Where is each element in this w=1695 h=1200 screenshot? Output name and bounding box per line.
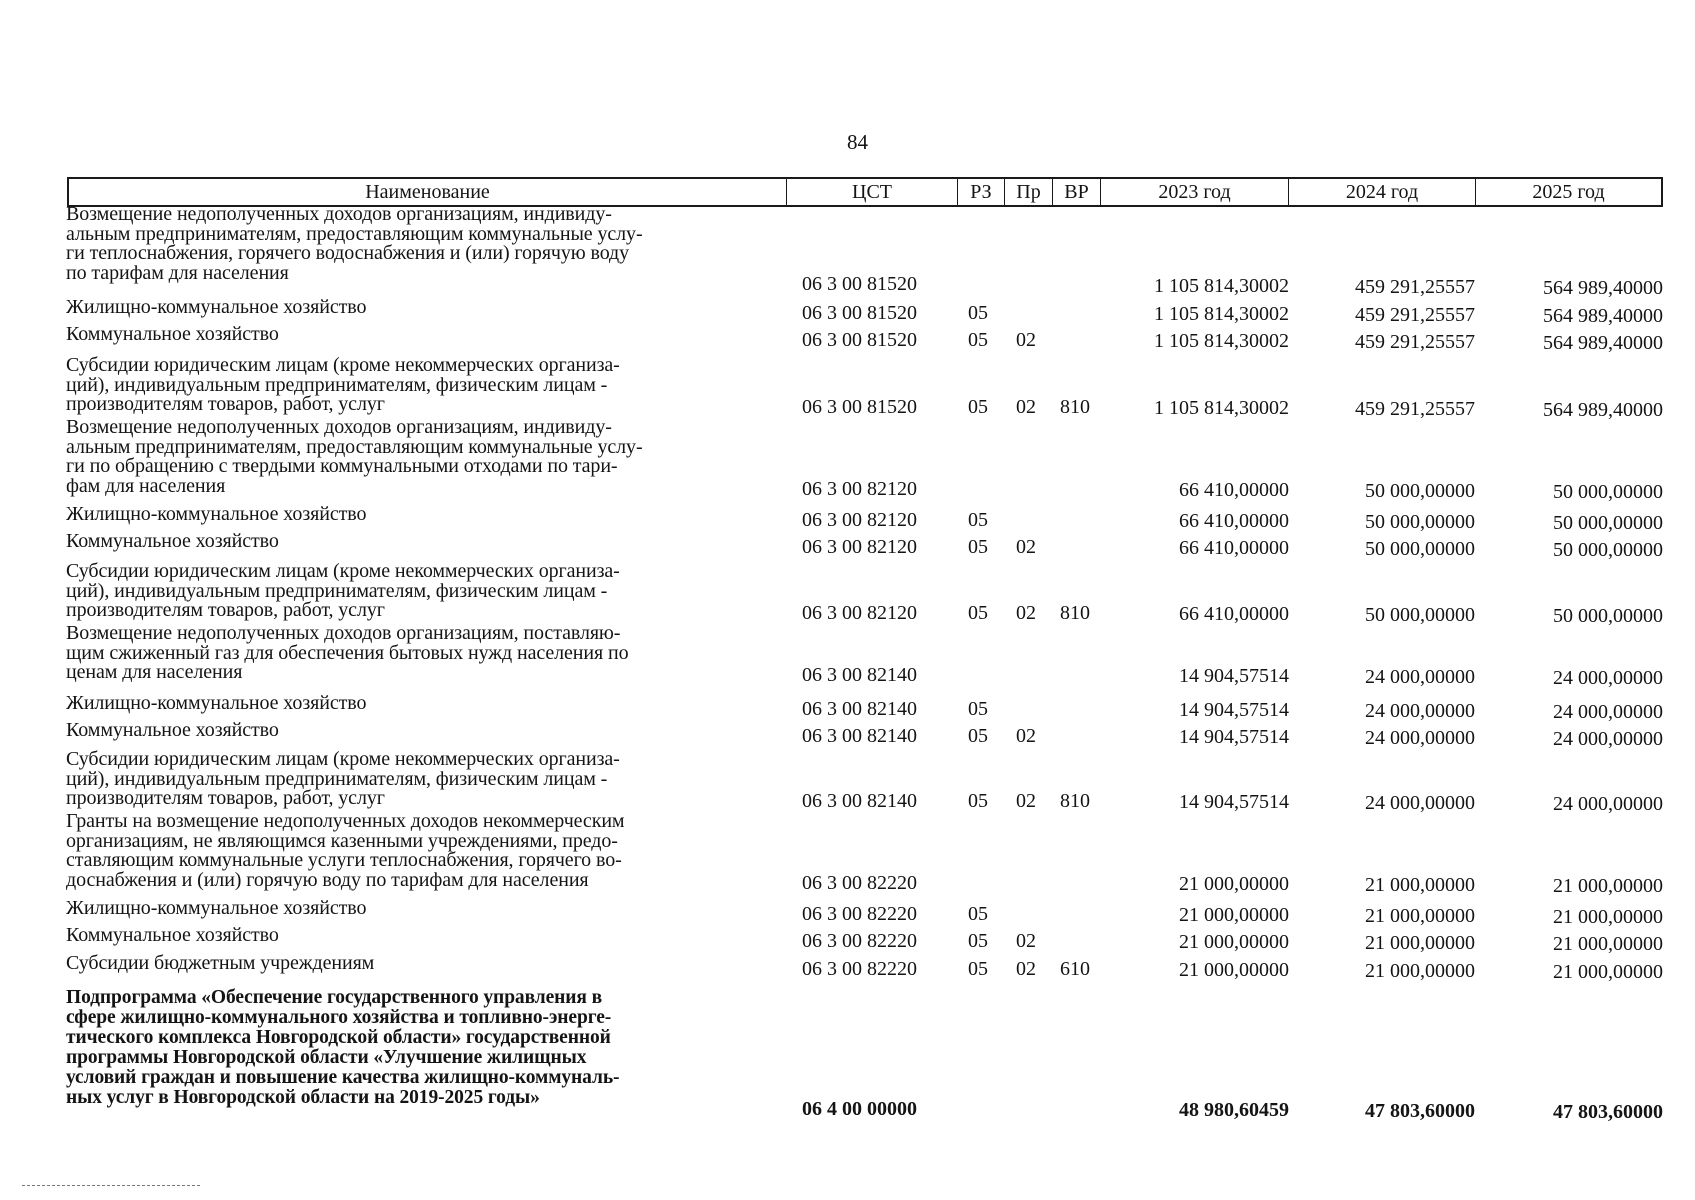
column-header-2024: 2024 год xyxy=(1289,179,1476,205)
column-header-cst: ЦСТ xyxy=(787,179,958,205)
row-value-2023: 66 410,00000 xyxy=(1179,537,1289,559)
row-value-2023: 14 904,57514 xyxy=(1179,665,1289,687)
row-value-2024: 50 000,00000 xyxy=(1365,604,1475,626)
row-value-2023: 48 980,60459 xyxy=(1179,1099,1289,1121)
row-cst: 06 3 00 82120 xyxy=(802,602,917,624)
row-cst: 06 3 00 82120 xyxy=(802,509,917,531)
row-value-2024: 24 000,00000 xyxy=(1365,666,1475,688)
row-value-2025: 24 000,00000 xyxy=(1553,728,1663,750)
row-vr: 810 xyxy=(1060,396,1090,418)
row-value-2023: 21 000,00000 xyxy=(1179,873,1289,895)
row-value-2025: 50 000,00000 xyxy=(1553,605,1663,627)
row-value-2025: 564 989,40000 xyxy=(1543,332,1663,354)
row-value-2025: 564 989,40000 xyxy=(1543,277,1663,299)
row-rz: 05 xyxy=(968,958,988,980)
row-cst: 06 3 00 82140 xyxy=(802,790,917,812)
row-value-2024: 21 000,00000 xyxy=(1365,874,1475,896)
row-pr: 02 xyxy=(1016,725,1036,747)
row-value-2025: 21 000,00000 xyxy=(1553,933,1663,955)
row-value-2023: 14 904,57514 xyxy=(1179,791,1289,813)
row-value-2025: 21 000,00000 xyxy=(1553,906,1663,928)
row-value-2025: 24 000,00000 xyxy=(1553,667,1663,689)
row-vr: 810 xyxy=(1060,602,1090,624)
row-cst: 06 3 00 82220 xyxy=(802,930,917,952)
row-value-2023: 1 105 814,30002 xyxy=(1154,397,1289,419)
row-value-2024: 47 803,60000 xyxy=(1365,1100,1475,1122)
row-value-2025: 24 000,00000 xyxy=(1553,701,1663,723)
row-cst: 06 3 00 82220 xyxy=(802,903,917,925)
row-pr: 02 xyxy=(1016,396,1036,418)
row-value-2024: 24 000,00000 xyxy=(1365,727,1475,749)
row-value-2025: 564 989,40000 xyxy=(1543,305,1663,327)
row-rz: 05 xyxy=(968,536,988,558)
row-value-2023: 1 105 814,30002 xyxy=(1154,303,1289,325)
row-value-2024: 24 000,00000 xyxy=(1365,792,1475,814)
row-cst: 06 3 00 81520 xyxy=(802,273,917,295)
column-header-rz: РЗ xyxy=(958,179,1005,205)
row-value-2025: 24 000,00000 xyxy=(1553,793,1663,815)
row-value-2025: 50 000,00000 xyxy=(1553,512,1663,534)
row-value-2025: 564 989,40000 xyxy=(1543,399,1663,421)
row-vr: 810 xyxy=(1060,790,1090,812)
row-pr: 02 xyxy=(1016,329,1036,351)
row-value-2025: 21 000,00000 xyxy=(1553,961,1663,983)
row-pr: 02 xyxy=(1016,930,1036,952)
row-value-2024: 459 291,25557 xyxy=(1355,398,1475,420)
row-value-2023: 66 410,00000 xyxy=(1179,603,1289,625)
row-rz: 05 xyxy=(968,725,988,747)
row-value-2025: 47 803,60000 xyxy=(1553,1101,1663,1123)
footer-divider xyxy=(22,1185,200,1186)
row-rz: 05 xyxy=(968,509,988,531)
row-value-2023: 66 410,00000 xyxy=(1179,510,1289,532)
row-value-2025: 50 000,00000 xyxy=(1553,481,1663,503)
row-value-2024: 459 291,25557 xyxy=(1355,304,1475,326)
row-value-2024: 24 000,00000 xyxy=(1365,700,1475,722)
row-rz: 05 xyxy=(968,602,988,624)
row-pr: 02 xyxy=(1016,536,1036,558)
row-cst: 06 3 00 82120 xyxy=(802,478,917,500)
row-cst: 06 4 00 00000 xyxy=(802,1098,917,1120)
row-cst: 06 3 00 81520 xyxy=(802,302,917,324)
row-value-2023: 14 904,57514 xyxy=(1179,726,1289,748)
row-name: Коммунальное хозяйство xyxy=(66,719,279,741)
row-pr: 02 xyxy=(1016,958,1036,980)
row-value-2023: 1 105 814,30002 xyxy=(1154,330,1289,352)
row-value-2024: 459 291,25557 xyxy=(1355,276,1475,298)
column-header-2025: 2025 год xyxy=(1532,181,1605,203)
page-number: 84 xyxy=(847,130,868,154)
row-value-2024: 459 291,25557 xyxy=(1355,331,1475,353)
row-cst: 06 3 00 82220 xyxy=(802,872,917,894)
row-cst: 06 3 00 82140 xyxy=(802,725,917,747)
row-cst: 06 3 00 82140 xyxy=(802,664,917,686)
row-name: Возмещение недополученных доходов организациям, поставляю- щим сжиженный газ для обеспечения бытовых нужд населения по ценам для населения xyxy=(66,622,629,683)
row-name: Подпрограмма «Обеспечение государственного управления в сфере жилищно-коммунального хозяйства и топливно-энерге- тического комплекса Новгородской области» государственной программы Новгородской области «Улучшение жилищных условий граждан и повышение качества жилищно-коммуналь- ных услуг в Новгородской области на 2019-2025 годы» xyxy=(66,987,620,1108)
column-header-pr: Пр xyxy=(1005,179,1053,205)
row-rz: 05 xyxy=(968,329,988,351)
row-name: Коммунальное хозяйство xyxy=(66,323,279,345)
row-value-2024: 50 000,00000 xyxy=(1365,511,1475,533)
row-value-2023: 21 000,00000 xyxy=(1179,931,1289,953)
row-name: Возмещение недополученных доходов организациям, индивиду- альным предпринимателям, предоставляющим коммунальные услу- ги теплоснабжения, горячего водоснабжения и (или) горячую воду по тарифам для населения xyxy=(66,203,643,284)
row-value-2023: 14 904,57514 xyxy=(1179,699,1289,721)
row-value-2023: 66 410,00000 xyxy=(1179,479,1289,501)
row-cst: 06 3 00 82220 xyxy=(802,958,917,980)
row-value-2024: 50 000,00000 xyxy=(1365,538,1475,560)
row-rz: 05 xyxy=(968,396,988,418)
row-pr: 02 xyxy=(1016,602,1036,624)
row-name: Жилищно-коммунальное хозяйство xyxy=(66,692,367,714)
row-name: Жилищно-коммунальное хозяйство xyxy=(66,296,367,318)
row-cst: 06 3 00 81520 xyxy=(802,396,917,418)
row-name: Субсидии юридическим лицам (кроме некоммерческих организа- ций), индивидуальным предпринимателям, физическим лицам - производителям товаров, работ, услуг xyxy=(66,560,620,621)
row-name: Коммунальное хозяйство xyxy=(66,924,279,946)
column-header-2023: 2023 год xyxy=(1101,179,1289,205)
row-name: Жилищно-коммунальное хозяйство xyxy=(66,503,367,525)
row-cst: 06 3 00 81520 xyxy=(802,329,917,351)
row-value-2024: 21 000,00000 xyxy=(1365,905,1475,927)
row-name: Возмещение недополученных доходов организациям, индивиду- альным предпринимателям, предоставляющим коммунальные услу- ги по обращению с твердыми коммунальными отходами по тари- фам для населения xyxy=(66,416,643,497)
row-value-2023: 21 000,00000 xyxy=(1179,904,1289,926)
row-value-2024: 21 000,00000 xyxy=(1365,932,1475,954)
row-name: Субсидии юридическим лицам (кроме некоммерческих организа- ций), индивидуальным предпринимателям, физическим лицам - производителям товаров, работ, услуг xyxy=(66,354,620,415)
row-name: Коммунальное хозяйство xyxy=(66,530,279,552)
row-value-2023: 21 000,00000 xyxy=(1179,959,1289,981)
row-value-2024: 21 000,00000 xyxy=(1365,960,1475,982)
row-name: Субсидии юридическим лицам (кроме некоммерческих организа- ций), индивидуальным предпринимателям, физическим лицам - производителям товаров, работ, услуг xyxy=(66,748,620,809)
row-pr: 02 xyxy=(1016,790,1036,812)
column-header-name: Наименование xyxy=(69,179,787,205)
row-value-2025: 21 000,00000 xyxy=(1553,875,1663,897)
row-rz: 05 xyxy=(968,903,988,925)
row-value-2024: 50 000,00000 xyxy=(1365,480,1475,502)
row-name: Гранты на возмещение недополученных доходов некоммерческим организациям, не являющимся казенными учреждениями, предо- ставляющим коммунальные услуги теплоснабжения, горячего во- доснабжения и (или) горячую воду по тарифам для населения xyxy=(66,810,625,891)
row-name: Субсидии бюджетным учреждениям xyxy=(66,952,375,974)
row-rz: 05 xyxy=(968,930,988,952)
row-rz: 05 xyxy=(968,302,988,324)
row-rz: 05 xyxy=(968,698,988,720)
row-name: Жилищно-коммунальное хозяйство xyxy=(66,897,367,919)
row-value-2023: 1 105 814,30002 xyxy=(1154,275,1289,297)
row-cst: 06 3 00 82140 xyxy=(802,698,917,720)
row-cst: 06 3 00 82120 xyxy=(802,536,917,558)
row-rz: 05 xyxy=(968,790,988,812)
row-value-2025: 50 000,00000 xyxy=(1553,539,1663,561)
column-header-vr: ВР xyxy=(1053,179,1101,205)
row-vr: 610 xyxy=(1060,958,1090,980)
